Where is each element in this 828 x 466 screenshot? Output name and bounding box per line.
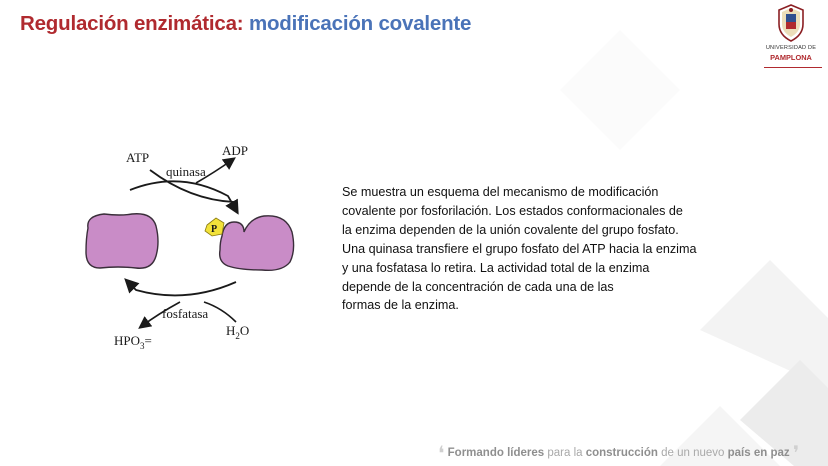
description-text bbox=[342, 183, 742, 315]
description-line: covalente por fosforilación. Los estados conformacionales de bbox=[342, 203, 683, 218]
enzyme-left bbox=[86, 214, 158, 269]
phosphatase-arrow bbox=[128, 282, 236, 295]
phosphatase-label: fosfatasa bbox=[162, 306, 209, 321]
kinase-arrow-curve bbox=[130, 181, 236, 210]
hpo3-label: $HPO_3=$ bbox=[114, 333, 152, 351]
enzyme-right bbox=[220, 216, 294, 271]
h2o-branch bbox=[204, 302, 236, 322]
description-line: la enzima dependen de la unión covalente del grupo fosfato. bbox=[342, 222, 679, 237]
slogan-part: construcción bbox=[585, 447, 658, 459]
description-line: formas de la enzima. bbox=[342, 298, 459, 313]
adp-label: ADP bbox=[222, 143, 249, 158]
h2o-label: $H_2O$ bbox=[226, 323, 250, 341]
title-main: Regulación enzimática: bbox=[20, 12, 244, 35]
quote-close-icon: ❜ bbox=[792, 443, 800, 465]
slogan-part: Formando líderes bbox=[447, 447, 545, 459]
university-label: UNIVERSIDAD DE bbox=[765, 45, 817, 51]
footer-slogan bbox=[438, 441, 800, 465]
kinase-label: quinasa bbox=[166, 164, 206, 179]
description-line: depende de la concentración de cada una de las bbox=[342, 279, 614, 294]
description-line: y una fosfatasa lo retira. La actividad total de la enzima bbox=[342, 260, 650, 275]
title-sub: modificación covalente bbox=[248, 12, 472, 35]
description-line: Una quinasa transfiere el grupo fosfato del ATP hacia la enzima bbox=[342, 241, 697, 256]
description-line: Se muestra un esquema del mecanismo de modificación bbox=[342, 185, 659, 199]
university-name: PAMPLONA bbox=[770, 53, 812, 62]
phosphate-label: P bbox=[211, 224, 218, 235]
slogan-part: para la bbox=[544, 447, 586, 459]
atp-label: ATP bbox=[126, 150, 150, 165]
quote-open-icon: ❛ bbox=[438, 443, 445, 465]
slogan-part: país en paz bbox=[727, 447, 790, 459]
phosphate-marker bbox=[205, 218, 224, 236]
slogan-part: de un nuevo bbox=[657, 447, 728, 459]
